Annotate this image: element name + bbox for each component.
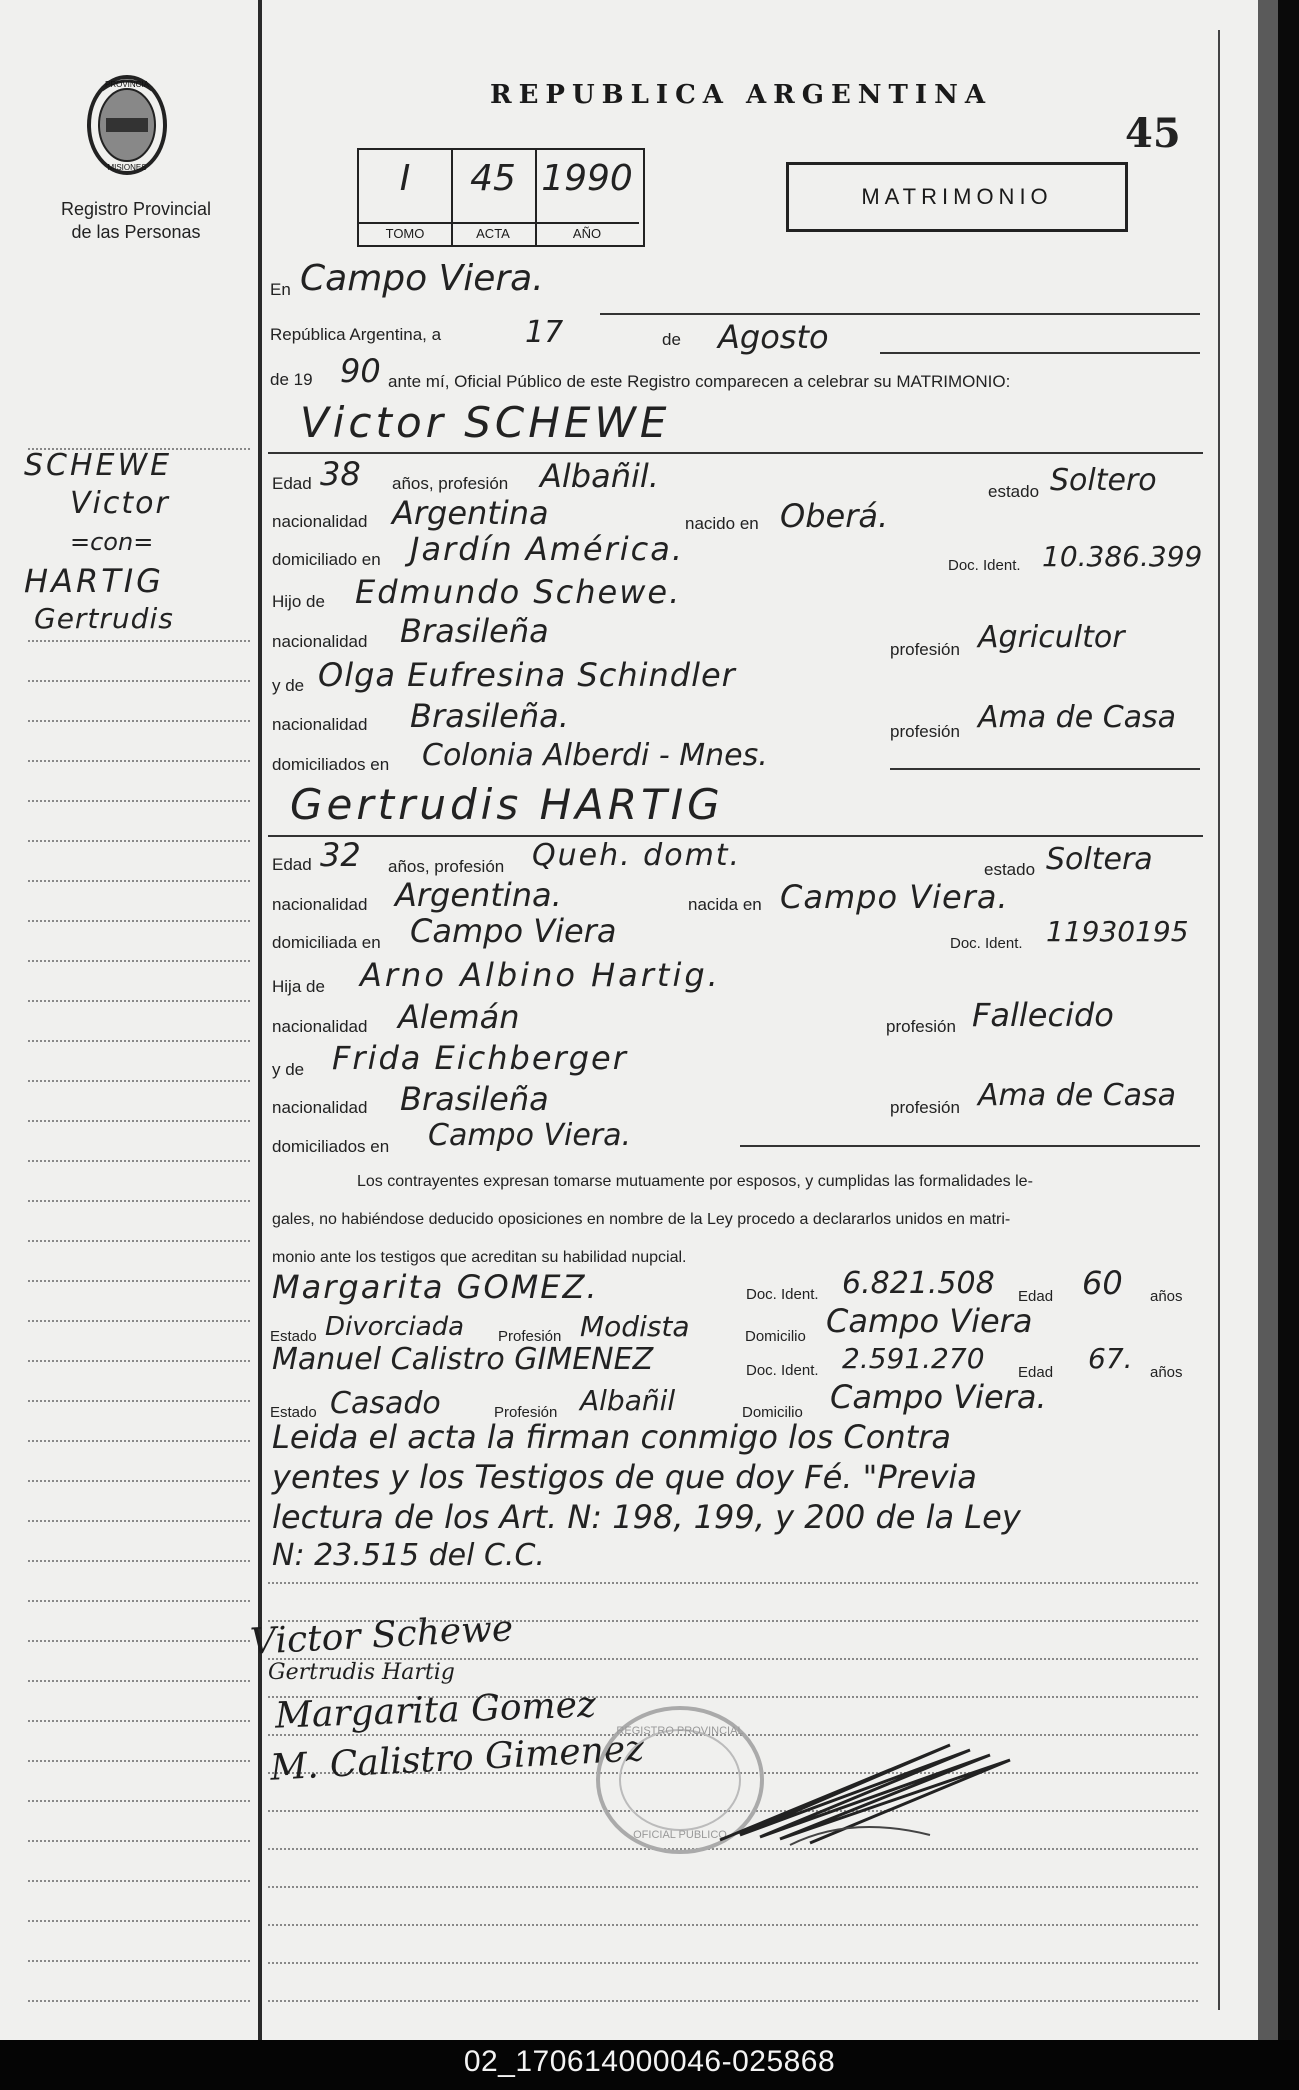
margin-line	[28, 1840, 250, 1842]
fill-line	[268, 835, 1203, 837]
bride-mother: Frida Eichberger	[332, 1039, 628, 1077]
groom-father: Edmundo Schewe.	[355, 573, 682, 611]
groom-nacido-label: nacido en	[685, 514, 759, 533]
witness-1-anios-label: años	[1150, 1288, 1183, 1305]
groom-parents-domicile: Colonia Alberdi - Mnes.	[422, 738, 768, 773]
margin-surname-bride: HARTIG	[24, 562, 164, 600]
acta-value: 45	[470, 158, 516, 199]
closing-line-4: N: 23.515 del C.C.	[272, 1538, 545, 1573]
margin-line	[28, 1680, 250, 1682]
margin-line	[28, 1400, 250, 1402]
margin-line	[28, 840, 250, 842]
anio-label: AÑO	[535, 222, 639, 241]
margin-surname-groom: SCHEWE	[24, 448, 173, 483]
margin-line	[28, 1560, 250, 1562]
bride-edad-label: Edad	[272, 855, 312, 874]
republica-label: República Argentina, a	[270, 325, 442, 344]
ruled-line	[268, 1962, 1198, 1964]
declaration-line-1: Los contrayentes expresan tomarse mutuamente por esposos, y cumplidas las formalidades le-	[357, 1173, 1033, 1190]
bride-nationality: Argentina.	[395, 876, 562, 914]
bride-domicilio-label: domiciliada en	[272, 933, 381, 952]
witness-2-estado-label: Estado	[270, 1404, 317, 1421]
margin-line	[28, 1480, 250, 1482]
signature-witness-1: Margarita Gomez	[274, 1684, 597, 1737]
groom-mother: Olga Eufresina Schindler	[318, 656, 736, 694]
bride-nacionalidad-label: nacionalidad	[272, 895, 368, 914]
groom-age: 38	[320, 455, 361, 493]
groom-profession: Albañil.	[540, 457, 659, 495]
stamp-text-top: REGISTRO PROVINCIAL	[616, 1725, 744, 1737]
closing-line-3: lectura de los Art. N: 198, 199, y 200 de la Ley	[272, 1498, 1021, 1536]
margin-line	[28, 1240, 250, 1242]
groom-nationality: Argentina	[392, 494, 549, 532]
fill-line	[268, 452, 1203, 454]
registry-line-1: Registro Provincial	[60, 199, 212, 219]
bride-father: Arno Albino Hartig.	[360, 956, 721, 994]
margin-line	[28, 1080, 250, 1082]
margin-line	[28, 1640, 250, 1642]
margin-name-groom: Victor	[70, 486, 170, 521]
ruled-line	[268, 1924, 1198, 1926]
groom-father-nac-label: nacionalidad	[272, 632, 368, 651]
margin-name-bride: Gertrudis	[34, 602, 174, 635]
margin-line	[28, 640, 250, 642]
signature-bride: Gertrudis Hartig	[268, 1660, 455, 1685]
bride-estado: Soltera	[1046, 842, 1153, 877]
groom-domiciliados-label: domiciliados en	[272, 755, 390, 774]
groom-mother-prof-label: profesión	[890, 722, 960, 741]
groom-father-nationality: Brasileña	[400, 612, 549, 650]
groom-domicile: Jardín América.	[410, 530, 685, 568]
margin-line	[28, 1520, 250, 1522]
margin-line	[28, 720, 250, 722]
marriage-month: Agosto	[718, 318, 829, 356]
bride-parents-domicile: Campo Viera.	[428, 1118, 632, 1153]
bride-y-de-label: y de	[272, 1060, 305, 1079]
anio-value: 1990	[541, 158, 633, 199]
groom-mother-nationality: Brasileña.	[410, 697, 569, 735]
margin-divider	[258, 0, 262, 2040]
stamp-text-bottom: OFICIAL PUBLICO	[633, 1829, 727, 1841]
witness-1-estado: Divorciada	[325, 1312, 465, 1342]
witness-1-estado-label: Estado	[270, 1328, 317, 1345]
bride-domiciliados-label: domiciliados en	[272, 1137, 390, 1156]
groom-estado-label: estado	[988, 482, 1040, 501]
groom-mother-profession: Ama de Casa	[978, 700, 1177, 735]
groom-doc-label: Doc. Ident.	[948, 557, 1021, 574]
year-suffix: 90	[340, 352, 381, 390]
acta-label: ACTA	[451, 222, 535, 241]
bride-father-nationality: Alemán	[398, 998, 520, 1036]
margin-line	[28, 760, 250, 762]
groom-domicilio-label: domiciliado en	[272, 550, 381, 569]
signature-groom: Victor Schewe	[249, 1608, 515, 1663]
right-border	[1218, 30, 1220, 2010]
margin-line	[28, 1000, 250, 1002]
fill-line	[740, 1145, 1200, 1147]
page-number: 45	[1125, 110, 1181, 157]
registry-name	[30, 198, 242, 244]
margin-line	[28, 1960, 250, 1962]
bride-nacida-label: nacida en	[688, 895, 762, 914]
tomo-label: TOMO	[359, 222, 451, 241]
witness-2-doc-label: Doc. Ident.	[746, 1362, 819, 1379]
margin-line	[28, 1800, 250, 1802]
fill-line	[890, 768, 1200, 770]
ruled-line	[268, 1886, 1198, 1888]
margin-line	[28, 1280, 250, 1282]
margin-line	[28, 1880, 250, 1882]
year-prefix: de 19	[270, 370, 313, 389]
margin-line	[28, 1120, 250, 1122]
place-of-marriage: Campo Viera.	[300, 258, 544, 299]
bride-hija-label: Hija de	[272, 977, 325, 996]
margin-line	[28, 1160, 250, 1162]
bride-estado-label: estado	[984, 860, 1036, 879]
witness-1-profession: Modista	[580, 1310, 690, 1343]
bride-name: Gertrudis HARTIG	[290, 780, 724, 829]
margin-line	[28, 1320, 250, 1322]
closing-line-1: Leida el acta la firman conmigo los Contra	[272, 1418, 951, 1456]
bride-father-prof-label: profesión	[886, 1017, 956, 1036]
groom-father-prof-label: profesión	[890, 640, 960, 659]
groom-profesion-label: años, profesión	[392, 474, 509, 493]
bride-doc: 11930195	[1046, 915, 1189, 948]
bride-mother-profession: Ama de Casa	[978, 1078, 1177, 1113]
declaration-line-3: monio ante los testigos que acreditan su habilidad nupcial.	[272, 1249, 687, 1266]
witness-2-estado: Casado	[330, 1386, 441, 1421]
en-label: En	[270, 280, 291, 299]
margin-line	[28, 1200, 250, 1202]
margin-line	[28, 1760, 250, 1762]
fill-line	[880, 352, 1200, 354]
witness-2-profesion-label: Profesión	[494, 1404, 558, 1421]
groom-mother-nac-label: nacionalidad	[272, 715, 368, 734]
margin-line	[28, 1600, 250, 1602]
record-type-box: MATRIMONIO	[786, 162, 1128, 232]
witness-1-name: Margarita GOMEZ.	[272, 1268, 599, 1306]
margin-line	[28, 1040, 250, 1042]
margin-line	[28, 880, 250, 882]
margin-line	[28, 920, 250, 922]
margin-line	[28, 1440, 250, 1442]
ruled-line	[268, 1582, 1198, 1584]
groom-estado: Soltero	[1050, 463, 1157, 498]
declaration-line-2: gales, no habiéndose deducido oposiciones en nombre de la Ley procedo a declararlos unidos en matri-	[272, 1211, 1011, 1228]
bride-profesion-label: años, profesión	[388, 857, 505, 876]
de-label: de	[662, 330, 681, 349]
bride-profession: Queh. domt.	[532, 838, 742, 873]
margin-line	[28, 800, 250, 802]
tomo-cell	[359, 150, 453, 245]
witness-1-doc-label: Doc. Ident.	[746, 1286, 819, 1303]
groom-birthplace: Oberá.	[780, 497, 889, 535]
bride-doc-label: Doc. Ident.	[950, 935, 1023, 952]
page-edge	[1258, 0, 1278, 2040]
witness-1-domicilio-label: Domicilio	[745, 1328, 806, 1345]
margin-line	[28, 1720, 250, 1722]
witness-1-profesion-label: Profesión	[498, 1328, 562, 1345]
bride-mother-prof-label: profesión	[890, 1098, 960, 1117]
tomo-value: I	[399, 158, 411, 199]
registry-line-2: de las Personas	[71, 222, 201, 242]
marriage-day: 17	[525, 315, 564, 350]
bride-mother-nac-label: nacionalidad	[272, 1098, 368, 1117]
anio-cell	[535, 150, 639, 245]
official-signature-icon	[710, 1725, 1040, 1855]
groom-father-profession: Agricultor	[978, 620, 1125, 655]
groom-doc: 10.386.399	[1042, 540, 1203, 573]
groom-hijo-label: Hijo de	[272, 592, 325, 611]
witness-2-name: Manuel Calistro GIMENEZ	[272, 1342, 654, 1377]
volume-record-box	[357, 148, 645, 247]
groom-edad-label: Edad	[272, 474, 312, 493]
witness-1-edad-label: Edad	[1018, 1288, 1054, 1305]
groom-y-de-label: y de	[272, 676, 305, 695]
witness-2-domicilio-label: Domicilio	[742, 1404, 803, 1421]
bride-domicile: Campo Viera	[410, 912, 617, 950]
margin-line	[28, 1920, 250, 1922]
witness-1-doc: 6.821.508	[842, 1266, 995, 1301]
country-title: REPUBLICA ARGENTINA	[490, 80, 993, 110]
bride-mother-nationality: Brasileña	[400, 1080, 549, 1118]
margin-line	[28, 960, 250, 962]
footer-id: 02_170614000046-025868	[463, 2045, 836, 2078]
seal-text-bottom: MISIONES	[107, 163, 147, 172]
witness-2-age: 67.	[1088, 1342, 1133, 1375]
signature-witness-2: M. Calistro Gimenez	[269, 1728, 646, 1789]
witness-2-doc: 2.591.270	[842, 1342, 985, 1375]
margin-con: =con=	[70, 528, 154, 556]
witness-1-age: 60	[1082, 1264, 1123, 1302]
seal-text-top: PROVINCIA	[104, 80, 150, 89]
provincial-seal-icon	[82, 70, 172, 185]
margin-line	[28, 680, 250, 682]
margin-line	[28, 2000, 250, 2002]
witness-2-edad-label: Edad	[1018, 1364, 1054, 1381]
bride-father-nac-label: nacionalidad	[272, 1017, 368, 1036]
bride-birthplace: Campo Viera.	[780, 878, 1009, 916]
acta-cell	[451, 150, 537, 245]
groom-name: Victor SCHEWE	[300, 398, 671, 447]
bride-father-profession: Fallecido	[972, 996, 1114, 1034]
bride-age: 32	[320, 836, 361, 874]
opening-statement: ante mí, Oficial Público de este Registro comparecen a celebrar su MATRIMONIO:	[388, 372, 1011, 391]
fill-line	[600, 313, 1200, 315]
witness-2-anios-label: años	[1150, 1364, 1183, 1381]
witness-2-profession: Albañil	[580, 1384, 676, 1417]
witness-1-domicile: Campo Viera	[826, 1302, 1033, 1340]
groom-nacionalidad-label: nacionalidad	[272, 512, 368, 531]
ruled-line	[268, 2000, 1198, 2002]
closing-line-2: yentes y los Testigos de que doy Fé. "Previa	[272, 1458, 977, 1496]
margin-line	[28, 1360, 250, 1362]
witness-2-domicile: Campo Viera.	[830, 1378, 1047, 1416]
